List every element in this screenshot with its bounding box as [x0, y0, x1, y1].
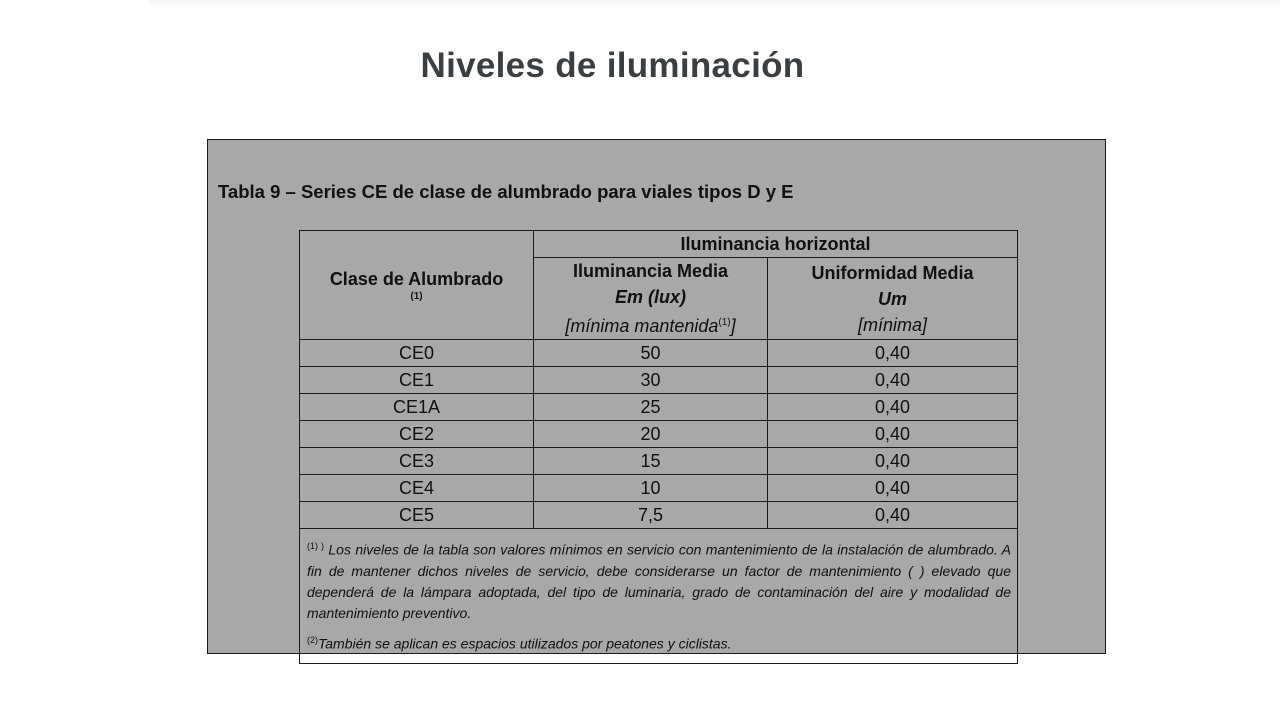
footnote-1-text: Los niveles de la tabla son valores mínimos en servicio con mantenimiento de la instalación de alumbrado. A fin de mantener dichos niveles de servicio, debe considerarse un factor de mantenimiento ( ) elevado que dependerá de la lámpara adoptada, del tipo de luminaria, grado de contaminación del aire y modalidad de mantenimiento preventivo.: [307, 541, 1012, 621]
table-row: [300, 448, 1018, 475]
footnote-2-text: También se aplican es espacios utilizados por peatones y ciclistas.: [318, 635, 732, 652]
header-iluminancia-horizontal: Iluminancia horizontal: [534, 231, 1018, 258]
header-clase-note: (1): [410, 291, 423, 302]
footnote-2-mark: (2): [307, 634, 318, 645]
header-col1-symbol: Em (lux): [614, 287, 686, 307]
table-row: [300, 367, 1018, 394]
header-clase-alumbrado: [300, 231, 534, 340]
cell-clase: CE1: [300, 367, 534, 394]
cell-clase: CE5: [300, 502, 534, 529]
cell-clase: CE2: [300, 421, 534, 448]
table-caption: Tabla 9 – Series CE de clase de alumbrado para viales tipos D y E: [218, 181, 794, 202]
top-shadow-line: [150, 0, 1280, 8]
lighting-class-table: [299, 230, 1018, 664]
cell-em: 50: [534, 340, 768, 367]
table-image-panel: [207, 139, 1106, 654]
cell-em: 25: [534, 394, 768, 421]
cell-um: 0,40: [768, 502, 1018, 529]
cell-um: 0,40: [768, 421, 1018, 448]
header-col1-title: Iluminancia Media: [572, 261, 729, 281]
table-footnotes: [300, 529, 1018, 664]
cell-um: 0,40: [768, 340, 1018, 367]
table-row: [300, 340, 1018, 367]
cell-um: 0,40: [768, 394, 1018, 421]
table-row: [300, 475, 1018, 502]
footnote-1-mark: (1) ): [307, 541, 324, 551]
header-col2-qualifier: [mínima]: [857, 314, 927, 335]
header-col2-title: Uniformidad Media: [811, 262, 974, 283]
header-iluminancia-media: [534, 258, 768, 340]
header-clase-label: Clase de Alumbrado: [329, 269, 504, 289]
cell-clase: CE3: [300, 448, 534, 475]
table-row: [300, 502, 1018, 529]
cell-clase: CE1A: [300, 394, 534, 421]
header-col2-symbol: Um: [877, 288, 907, 309]
cell-em: 20: [534, 421, 768, 448]
cell-em: 15: [534, 448, 768, 475]
footnote-1: [307, 536, 1011, 624]
table-row: [300, 394, 1018, 421]
table-row: [300, 421, 1018, 448]
cell-em: 7,5: [534, 502, 768, 529]
cell-clase: CE4: [300, 475, 534, 502]
cell-um: 0,40: [768, 475, 1018, 502]
cell-em: 10: [534, 475, 768, 502]
footnote-2: [307, 630, 1011, 655]
cell-um: 0,40: [768, 448, 1018, 475]
header-col1-qualifier: [mínima mantenida$^{(1)}$]: [565, 316, 736, 336]
cell-em: 30: [534, 367, 768, 394]
header-uniformidad-media: [768, 258, 1018, 340]
cell-um: 0,40: [768, 367, 1018, 394]
cell-clase: CE0: [300, 340, 534, 367]
slide-title: Niveles de iluminación: [420, 46, 805, 85]
